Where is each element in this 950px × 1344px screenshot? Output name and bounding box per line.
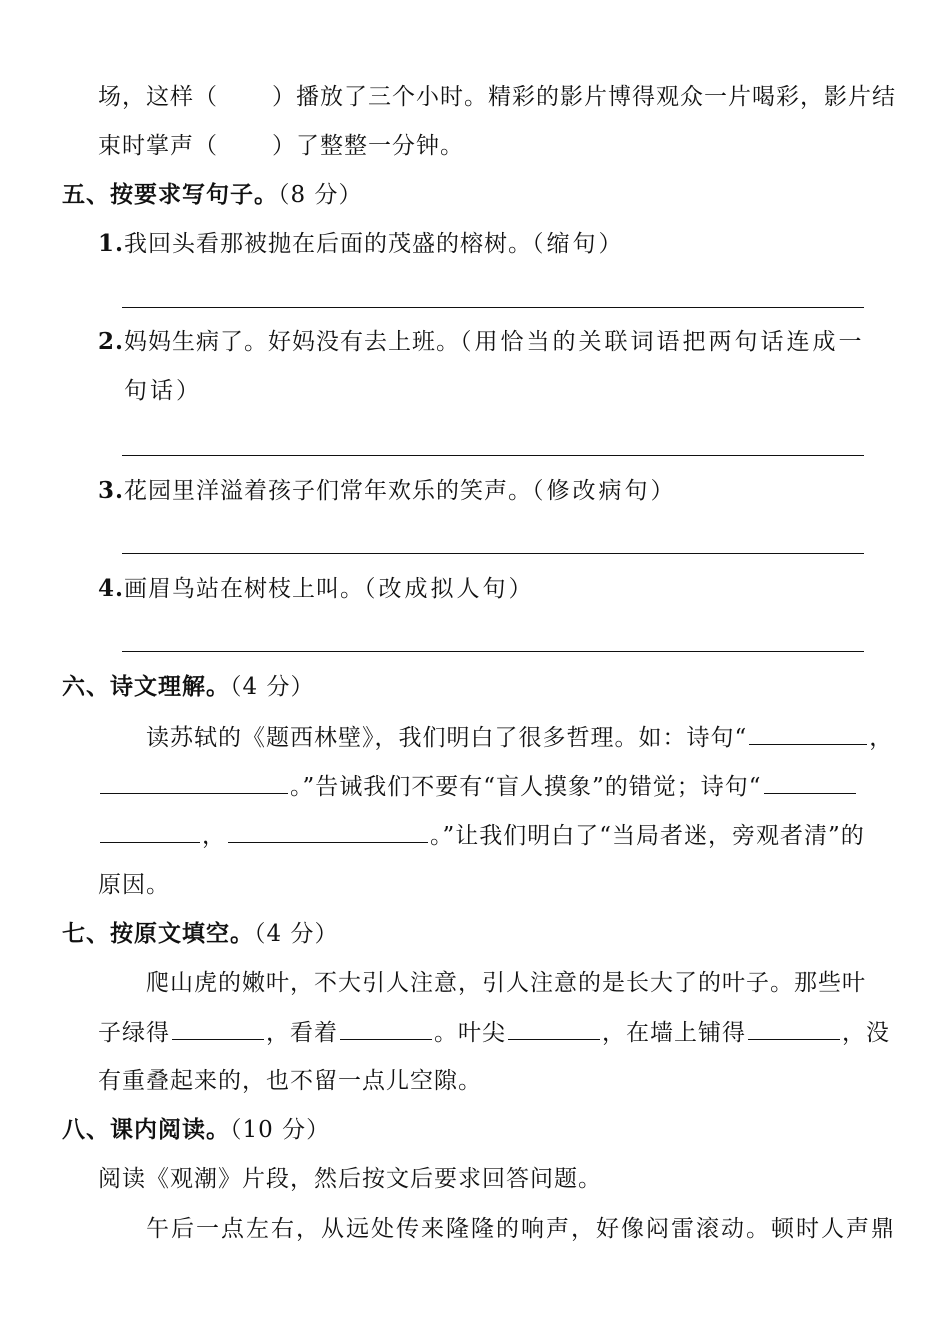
intro-line-1-end: ）播放了三个小时。精彩的影片博得观众一片喝彩，影片结 [272,84,896,110]
section-6-heading [62,672,314,702]
reading-instruction: 阅读《观潮》片段，然后按文后要求回答问题。 [98,1166,602,1192]
fill-text-a: 子绿得 [98,1020,170,1046]
fill-paragraph-line-1: 爬山虎的嫩叶，不大引人注意，引人注意的是长大了的叶子。那些叶 [146,970,866,996]
intro-line-1-start: 场，这样（ [98,84,218,110]
intro-line-2-start: 束时掌声（ [98,133,218,159]
section-7-heading [62,919,338,949]
answer-line-5-2[interactable] [122,455,864,456]
fill-blank[interactable] [172,1017,264,1040]
question-text: 我回头看那被抛在后面的茂盛的榕树。 [124,231,533,257]
fill-text-e: ，没 [842,1020,890,1046]
section-7-score: （4 分） [254,921,339,947]
question-text: 画眉鸟站在树枝上叫。 [124,576,365,602]
poem-line-3-text: 。”让我们明白了“当局者迷，旁观者清”的 [430,823,865,849]
poem-line-3 [98,820,865,851]
section-8-title: 八、课内阅读。 [62,1116,230,1143]
question-hint: （用恰当的关联词语把两句话连成一 [460,329,865,355]
section-6-score: （4 分） [230,674,315,700]
fill-blank[interactable] [100,771,288,794]
section-8-score: （10 分） [230,1117,331,1143]
section-6-title: 六、诗文理解。 [62,673,230,700]
fill-blank[interactable] [340,1017,432,1040]
intro-line-1 [98,82,896,112]
section-7-title: 七、按原文填空。 [62,920,254,947]
poem-line-2-text: 。”告诫我们不要有“盲人摸象”的错觉；诗句“ [290,774,762,800]
question-5-1 [98,229,625,259]
question-5-2-hint-cont: 句话） [124,378,202,404]
fill-blank[interactable] [749,722,867,745]
intro-line-2 [98,131,464,161]
reading-passage: 午后一点左右，从远处传来隆隆的响声，好像闷雷滚动。顿时人声鼎 [146,1216,896,1242]
poem-line-1-text: 读苏轼的《题西林壁》，我们明白了很多哲理。如：诗句“ [146,725,748,751]
question-text: 花园里洋溢着孩子们常年欢乐的笑声。 [124,478,533,504]
question-number: 1. [98,230,125,257]
fill-paragraph-line-2 [98,1017,890,1048]
question-hint: （修改病句） [532,478,677,504]
fill-blank[interactable] [748,1017,840,1040]
question-number: 4. [98,575,125,602]
question-5-4 [98,574,535,604]
fill-text-d: ，在墙上铺得 [602,1020,746,1046]
fill-text-c: 。叶尖 [434,1020,506,1046]
fill-blank[interactable] [100,820,200,843]
fill-blank[interactable] [228,820,428,843]
poem-line-1 [146,722,893,753]
question-5-2 [98,327,865,357]
poem-line-4: 原因。 [98,872,170,898]
poem-line-1-comma: ， [869,725,894,751]
question-hint: （缩句） [532,231,625,257]
answer-line-5-4[interactable] [122,651,864,652]
section-5-title: 五、按要求写句子。 [62,181,278,208]
question-5-3 [98,476,677,506]
answer-line-5-3[interactable] [122,553,864,554]
answer-line-5-1[interactable] [122,307,864,308]
section-5-score: （8 分） [278,182,363,208]
fill-text-b: ，看着 [266,1020,338,1046]
fill-blank[interactable] [764,771,856,794]
question-number: 3. [98,477,125,504]
section-5-heading [62,180,362,210]
fill-paragraph-line-3: 有重叠起来的，也不留一点儿空隙。 [98,1068,482,1094]
question-text: 妈妈生病了。好妈没有去上班。 [124,329,461,355]
section-8-heading [62,1115,330,1145]
intro-line-2-end: ）了整整一分钟。 [272,133,464,159]
poem-line-3-comma: ， [202,823,226,849]
question-number: 2. [98,328,125,355]
question-hint: （改成拟人句） [364,576,535,602]
fill-blank[interactable] [508,1017,600,1040]
poem-line-2 [98,771,858,802]
